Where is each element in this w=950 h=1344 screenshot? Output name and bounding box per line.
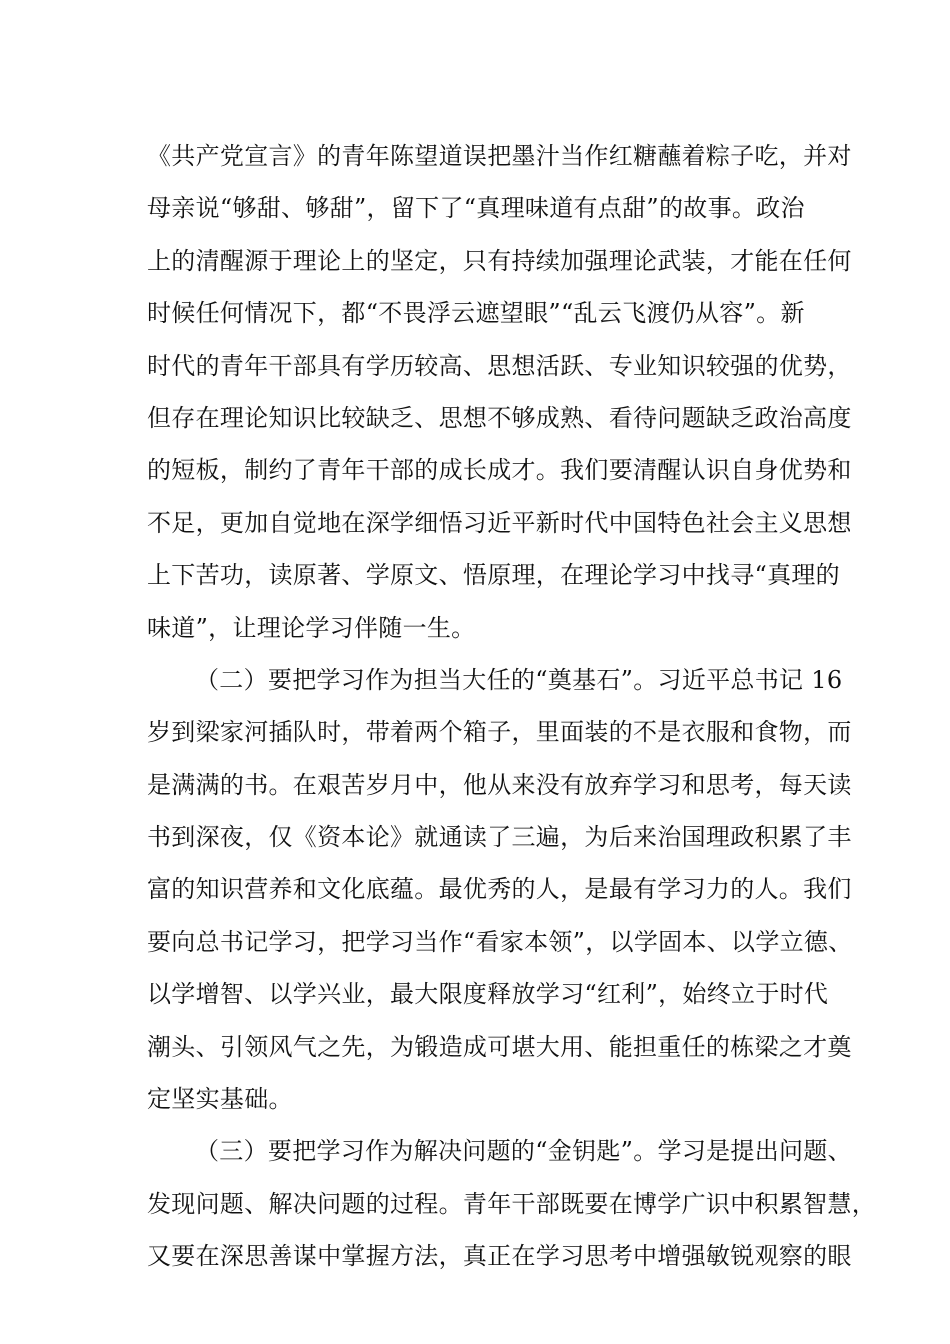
text-line: 定坚实基础。 xyxy=(147,1085,293,1114)
text-line: 时候任何情况下，都“不畏浮云遮望眼”“乱云飞渡仍从容”。新 xyxy=(147,299,805,328)
text-line: 岁到梁家河插队时，带着两个箱子，里面装的不是衣服和食物，而 xyxy=(147,718,852,747)
body-text xyxy=(147,130,876,1283)
text-line: 的短板，制约了青年干部的成长成才。我们要清醒认识自身优势和 xyxy=(147,456,852,485)
text-line: 是满满的书。在艰苦岁月中，他从来没有放弃学习和思考，每天读 xyxy=(147,770,852,799)
text-line: 发现问题、解决问题的过程。青年干部既要在博学广识中积累智慧， xyxy=(147,1189,876,1218)
text-line: 以学增智、以学兴业，最大限度释放学习“红利”，始终立于时代 xyxy=(147,980,829,1009)
text-line: 富的知识营养和文化底蕴。最优秀的人，是最有学习力的人。我们 xyxy=(147,875,852,904)
text-line: 时代的青年干部具有学历较高、思想活跃、专业知识较强的优势， xyxy=(147,351,852,380)
text-line: 潮头、引领风气之先，为锻造成可堪大用、能担重任的栋梁之才奠 xyxy=(147,1032,852,1061)
text-line: 又要在深思善谋中掌握方法，真正在学习思考中增强敏锐观察的眼 xyxy=(147,1242,852,1271)
text-line: 《共产党宣言》的青年陈望道误把墨汁当作红糖蘸着粽子吃，并对 xyxy=(147,142,852,170)
text-line: 但存在理论知识比较缺乏、思想不够成熟、看待问题缺乏政治高度 xyxy=(147,403,852,432)
text-line: 书到深夜，仅《资本论》就通读了三遍，为后来治国理政积累了丰 xyxy=(147,823,852,852)
text-line: 上的清醒源于理论上的坚定，只有持续加强理论武装，才能在任何 xyxy=(147,246,852,275)
text-line: 上下苦功，读原著、学原文、悟原理，在理论学习中找寻“真理的 xyxy=(147,561,840,590)
text-line: 母亲说“够甜、够甜”，留下了“真理味道有点甜”的故事。政治 xyxy=(147,194,805,223)
paragraph-first-line: （二）要把学习作为担当大任的“奠基石”。习近平总书记 16 xyxy=(195,665,843,694)
text-line: 要向总书记学习，把学习当作“看家本领”，以学固本、以学立德、 xyxy=(147,927,853,956)
text-line: 味道”，让理论学习伴随一生。 xyxy=(147,613,476,642)
paragraph-first-line: （三）要把学习作为解决问题的“金钥匙”。学习是提出问题、 xyxy=(195,1137,852,1166)
text-line: 不足，更加自觉地在深学细悟习近平新时代中国特色社会主义思想 xyxy=(147,508,852,537)
